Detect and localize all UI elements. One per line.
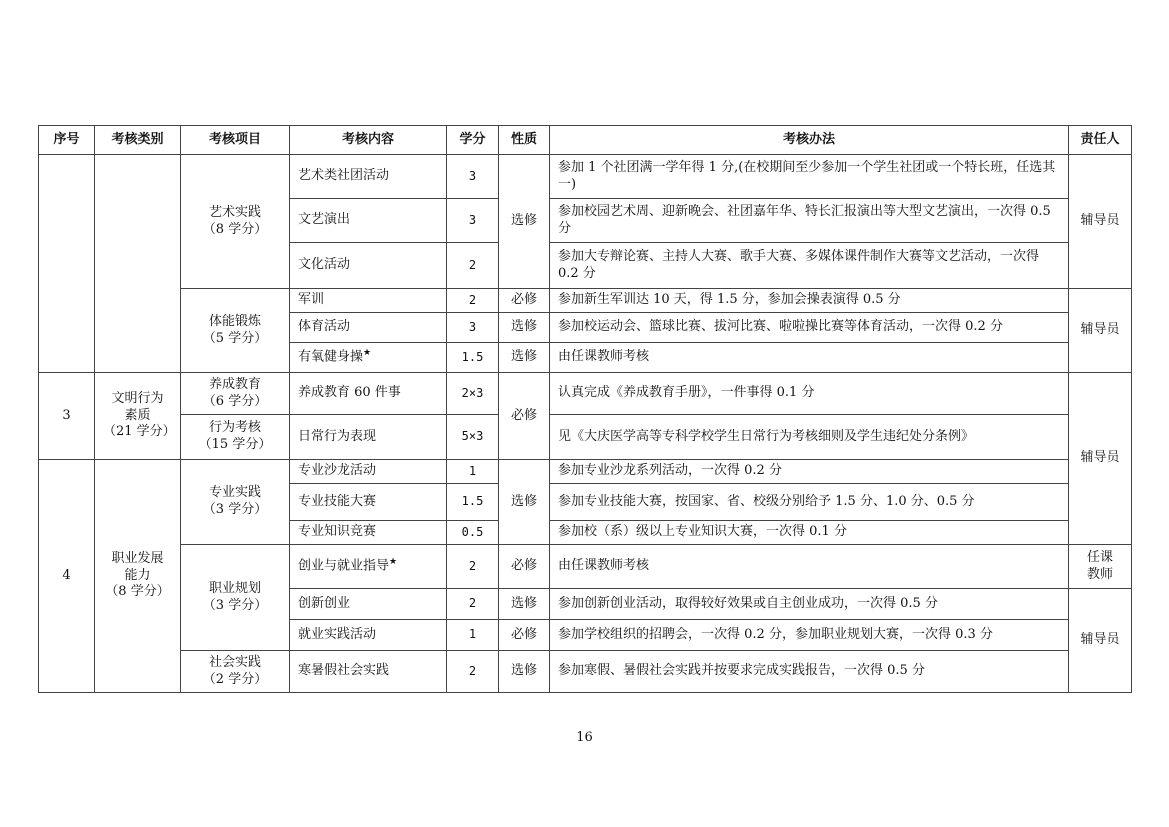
seq-cell: 4 <box>39 460 95 693</box>
method-cell: 由任课教师考核 <box>550 343 1069 373</box>
item-cell-plan <box>181 545 290 651</box>
content-cell: 专业技能大赛 <box>290 484 447 521</box>
content-text: 有氧健身操 <box>298 349 364 365</box>
nature-cell: 选修 <box>499 589 550 620</box>
method-cell: 参加专业技能大赛，按国家、省、校级分别给予 1.5 分、1.0 分、0.5 分 <box>550 484 1069 521</box>
method-cell: 认真完成《养成教育手册》，一件事得 0.1 分 <box>550 373 1069 415</box>
item-name: 社会实践 <box>208 654 261 670</box>
item-credit: （2 学分） <box>202 671 268 687</box>
content-cell: 创新创业 <box>290 589 447 620</box>
credit-cell: 1 <box>447 460 499 484</box>
category-name-2: 能力 <box>124 567 151 583</box>
table-header-row <box>39 126 1132 155</box>
table-row <box>39 289 1132 313</box>
responsible-cell: 辅导员 <box>1069 373 1132 545</box>
content-cell: 养成教育 60 件事 <box>290 373 447 415</box>
responsible-cell <box>1069 545 1132 589</box>
item-cell-fitness <box>181 289 290 373</box>
method-cell: 参加创新创业活动，取得较好效果或自主创业成功，一次得 0.5 分 <box>550 589 1069 620</box>
nature-cell: 选修 <box>499 343 550 373</box>
responsible-cell: 辅导员 <box>1069 589 1132 693</box>
table-row <box>39 545 1132 589</box>
credit-cell: 1.5 <box>447 343 499 373</box>
nature-cell: 选修 <box>499 460 550 545</box>
category-name: 文明行为 <box>111 390 164 406</box>
method-cell: 参加新生军训达 10 天，得 1.5 分，参加会操表演得 0.5 分 <box>550 289 1069 313</box>
content-cell: 文化活动 <box>290 243 447 289</box>
item-cell-social <box>181 651 290 693</box>
content-cell: 就业实践活动 <box>290 620 447 651</box>
item-credit: （15 学分） <box>198 437 272 452</box>
item-cell-habit <box>181 373 290 415</box>
table-row <box>39 651 1132 693</box>
credit-cell: 2 <box>447 589 499 620</box>
header-item: 考核项目 <box>181 126 290 155</box>
category-name-2: 素质 <box>124 407 151 423</box>
method-cell: 参加大专辩论赛、主持人大赛、歌手大赛、多媒体课件制作大赛等文艺活动，一次得 0.2 分 <box>550 243 1069 289</box>
content-cell: 文艺演出 <box>290 199 447 243</box>
header-seq: 序号 <box>39 126 95 155</box>
item-name: 职业规划 <box>208 580 261 596</box>
method-cell: 参加学校组织的招聘会，一次得 0.2 分，参加职业规划大赛，一次得 0.3 分 <box>550 620 1069 651</box>
credit-cell: 2×3 <box>447 373 499 415</box>
content-cell: 专业知识竞赛 <box>290 521 447 545</box>
category-name: 职业发展 <box>111 550 164 566</box>
nature-cell: 必修 <box>499 373 550 460</box>
credit-cell: 3 <box>447 313 499 343</box>
content-cell: 寒暑假社会实践 <box>290 651 447 693</box>
assessment-table <box>38 125 1132 693</box>
category-credit: （8 学分） <box>105 584 170 600</box>
item-cell-art <box>181 155 290 289</box>
content-cell: 体育活动 <box>290 313 447 343</box>
item-name: 体能锻炼 <box>208 313 261 329</box>
method-cell: 参加 1 个社团满一学年得 1 分,(在校期间至少参加一个学生社团或一个特长班，任选其一) <box>550 155 1069 199</box>
item-credit: （3 学分） <box>202 597 268 613</box>
method-cell: 参加寒假、暑假社会实践并按要求完成实践报告，一次得 0.5 分 <box>550 651 1069 693</box>
header-category: 考核类别 <box>95 126 181 155</box>
header-responsible: 责任人 <box>1069 126 1132 155</box>
header-method: 考核办法 <box>550 126 1069 155</box>
method-cell: 参加校（系）级以上专业知识大赛，一次得 0.1 分 <box>550 521 1069 545</box>
content-cell <box>290 545 447 589</box>
nature-cell: 必修 <box>499 289 550 313</box>
content-cell: 艺术类社团活动 <box>290 155 447 199</box>
credit-cell: 2 <box>447 243 499 289</box>
content-cell: 专业沙龙活动 <box>290 460 447 484</box>
table-row <box>39 373 1132 415</box>
credit-cell: 2 <box>447 289 499 313</box>
page-number: 16 <box>576 730 593 745</box>
nature-cell: 必修 <box>499 545 550 589</box>
credit-cell: 5×3 <box>447 415 499 460</box>
category-cell-career <box>95 460 181 693</box>
content-cell: 军训 <box>290 289 447 313</box>
category-cell-civil <box>95 373 181 460</box>
table-row <box>39 460 1132 484</box>
item-name: 专业实践 <box>208 485 261 501</box>
category-credit: （21 学分） <box>103 424 176 440</box>
credit-cell: 2 <box>447 651 499 693</box>
content-text: 创业与就业指导 <box>298 558 390 574</box>
credit-cell: 0.5 <box>447 521 499 545</box>
item-name: 养成教育 <box>208 376 261 392</box>
star-mark: ★ <box>389 557 398 568</box>
credit-cell: 3 <box>447 199 499 243</box>
credit-cell: 1.5 <box>447 484 499 521</box>
responsible-text: 任课教师 <box>1086 549 1113 582</box>
item-credit: （6 学分） <box>202 393 268 409</box>
star-mark: ★ <box>363 348 372 359</box>
nature-cell: 选修 <box>499 651 550 693</box>
category-cell-empty <box>95 155 181 373</box>
item-cell-prof <box>181 460 290 545</box>
table-row <box>39 155 1132 199</box>
responsible-cell: 辅导员 <box>1069 289 1132 373</box>
header-content: 考核内容 <box>290 126 447 155</box>
seq-cell-empty <box>39 155 95 373</box>
header-credit: 学分 <box>447 126 499 155</box>
item-name: 艺术实践 <box>208 204 261 220</box>
credit-cell: 1 <box>447 620 499 651</box>
table-row <box>39 415 1132 460</box>
content-cell <box>290 343 447 373</box>
nature-cell: 选修 <box>499 155 550 289</box>
credit-cell: 3 <box>447 155 499 199</box>
method-cell: 见《大庆医学高等专科学校学生日常行为考核细则及学生违纪处分条例》 <box>550 415 1069 460</box>
seq-cell: 3 <box>39 373 95 460</box>
method-cell: 参加校园艺术周、迎新晚会、社团嘉年华、特长汇报演出等大型文艺演出，一次得 0.5 分 <box>550 199 1069 243</box>
credit-cell: 2 <box>447 545 499 589</box>
responsible-cell: 辅导员 <box>1069 155 1132 289</box>
item-credit: （3 学分） <box>202 502 268 517</box>
content-cell: 日常行为表现 <box>290 415 447 460</box>
item-credit: （5 学分） <box>202 330 268 346</box>
nature-cell: 选修 <box>499 313 550 343</box>
method-cell: 参加专业沙龙系列活动，一次得 0.2 分 <box>550 460 1069 484</box>
nature-cell: 必修 <box>499 620 550 651</box>
item-cell-behavior <box>181 415 290 460</box>
method-cell: 参加校运动会、篮球比赛、拔河比赛、啦啦操比赛等体育活动，一次得 0.2 分 <box>550 313 1069 343</box>
item-name: 行为考核 <box>208 420 261 436</box>
method-cell: 由任课教师考核 <box>550 545 1069 589</box>
item-credit: （8 学分） <box>202 221 268 237</box>
header-nature: 性质 <box>499 126 550 155</box>
